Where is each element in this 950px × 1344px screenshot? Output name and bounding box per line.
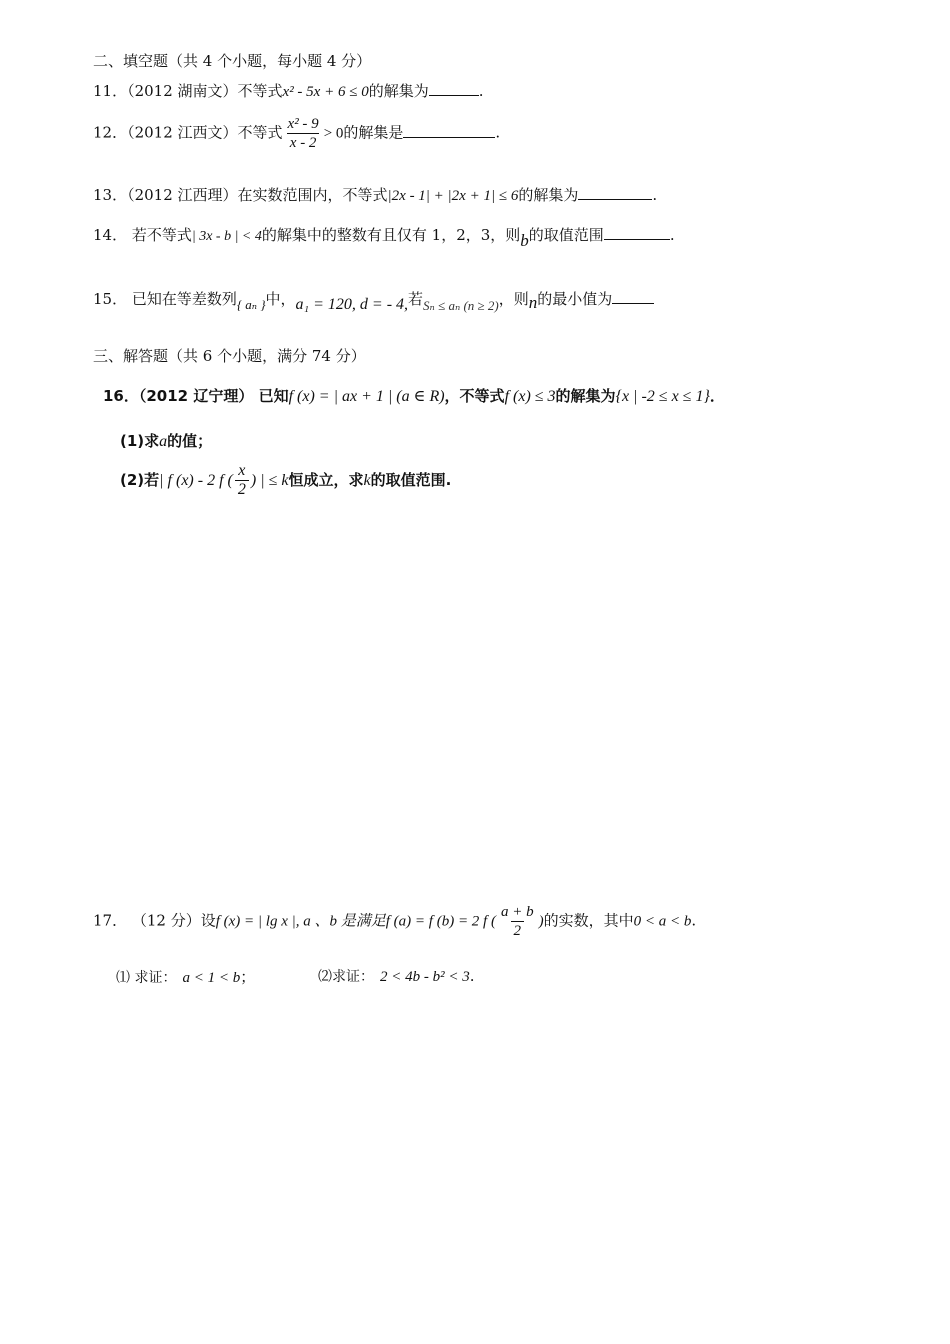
- q16-p1-var: a: [159, 433, 168, 450]
- q13-math: |2x - 1| + |2x + 1| ≤ 6: [387, 188, 519, 204]
- question-16: [103, 385, 725, 406]
- section-3-heading: 三、解答题（共 6 个小题，满分 74 分）: [93, 347, 366, 365]
- q11-prefix: 11．（2012 湖南文）不等式: [93, 82, 283, 100]
- question-12: [93, 115, 500, 152]
- question-17: [93, 903, 696, 940]
- question-11: [93, 80, 484, 101]
- q17-equation: f (a) = f (b) = 2 f (: [385, 913, 496, 930]
- q16-middle: ，不等式: [444, 387, 505, 405]
- q15-then: ，则: [498, 290, 529, 308]
- q17-p2-label: ⑵求证：: [318, 969, 374, 985]
- q17-function: f (x) = | lg x |: [215, 913, 296, 930]
- q16-function: f (x) = | ax + 1 | (a ∈ R): [288, 388, 445, 405]
- q15-middle: 中，: [265, 290, 296, 308]
- q16-inequality: f (x) ≤ 3: [504, 388, 556, 405]
- q15-ruo: 若: [408, 290, 424, 308]
- q16-prefix: 16．（2012 辽宁理） 已知: [103, 387, 289, 405]
- q15-sequence: { aₙ }: [236, 297, 266, 312]
- q17-p1-end: ；: [240, 968, 256, 986]
- q12-numerator: x² - 9: [287, 116, 319, 132]
- q16-end: ．: [709, 387, 725, 405]
- q15-suffix: 的最小值为: [537, 290, 613, 308]
- q13-end: .: [652, 186, 658, 204]
- q16-part-2: [120, 462, 451, 499]
- q12-fraction: [285, 115, 322, 152]
- q13-answer-blank[interactable]: [578, 185, 652, 200]
- q17-close: ): [538, 913, 544, 930]
- q16-suffix: 的解集为: [555, 387, 616, 405]
- q11-end: .: [478, 82, 484, 100]
- q16-p2-denominator: 2: [235, 480, 249, 499]
- q15-condition: a₁ = 120, d = - 4,: [295, 296, 409, 313]
- q15-condition-2: Sₙ ≤ aₙ (n ≥ 2): [423, 298, 499, 313]
- q16-p2-math-left: | f (x) - 2 f (: [159, 472, 233, 489]
- q14-middle: 的解集中的整数有且仅有 1，2，3，则: [261, 226, 521, 244]
- q12-suffix: 的解集是: [343, 123, 404, 142]
- question-15: [93, 288, 654, 313]
- q17-p2-end: .: [469, 967, 475, 985]
- q17-part-1: [116, 966, 255, 987]
- q12-end: .: [495, 123, 501, 142]
- q17-ab: , a 、b 是满足: [295, 913, 386, 930]
- q16-solution-set: {x | -2 ≤ x ≤ 1}: [615, 388, 710, 405]
- q13-suffix: 的解集为: [518, 186, 579, 204]
- q11-suffix: 的解集为: [368, 82, 429, 100]
- q14-answer-blank[interactable]: [604, 225, 670, 240]
- q16-p2-numerator: x: [238, 462, 246, 479]
- q16-p1-suffix: 的值；: [167, 432, 213, 450]
- q11-math: x² - 5x + 6 ≤ 0: [282, 84, 369, 100]
- q16-p2-suffix: 恒成立，求: [288, 471, 364, 489]
- q15-answer-blank[interactable]: [612, 289, 654, 304]
- q11-answer-blank[interactable]: [429, 81, 479, 96]
- q16-p2-var: k: [363, 472, 371, 489]
- q17-part-2: [318, 966, 475, 986]
- q17-numerator: a + b: [500, 904, 534, 920]
- q17-suffix: 的实数，其中: [543, 911, 634, 930]
- q17-p1-label: ⑴ 求证：: [116, 970, 177, 986]
- q15-var-n: n: [528, 293, 538, 312]
- q12-answer-blank[interactable]: [403, 123, 495, 138]
- q17-denominator: 2: [511, 921, 525, 940]
- q16-p2-prefix: (2)若: [120, 471, 160, 489]
- q17-prefix: 17． （12 分）设: [93, 911, 216, 930]
- q16-p2-math-right: ) | ≤ k: [250, 472, 289, 489]
- q14-prefix: 14． 若不等式: [93, 226, 192, 244]
- q17-condition: 0 < a < b: [633, 913, 692, 930]
- q17-p1-math: a < 1 < b: [182, 970, 241, 986]
- question-13: [93, 184, 657, 205]
- q14-math: | 3x - b | < 4: [191, 229, 262, 244]
- section-2-heading: 二、填空题（共 4 个小题，每小题 4 分）: [93, 52, 372, 70]
- q17-end: .: [691, 911, 697, 930]
- q13-prefix: 13．（2012 江西理）在实数范围内，不等式: [93, 186, 388, 204]
- q16-p2-fraction: [235, 462, 249, 499]
- q14-var-b: b: [520, 231, 529, 250]
- q12-relation: > 0: [323, 125, 344, 142]
- q17-fraction: [498, 903, 537, 940]
- q16-part-1: [120, 430, 212, 451]
- q12-prefix: 12．（2012 江西文）不等式: [93, 123, 283, 142]
- q16-p2-end: 的取值范围.: [370, 471, 452, 489]
- q14-suffix: 的取值范围: [528, 226, 604, 244]
- q15-prefix: 15． 已知在等差数列: [93, 290, 237, 308]
- q17-p2-math: 2 < 4b - b² < 3: [380, 969, 470, 985]
- q16-p1-prefix: (1)求: [120, 432, 160, 450]
- q12-denominator: x - 2: [287, 133, 320, 152]
- q14-end: .: [669, 226, 675, 244]
- question-14: [93, 224, 675, 250]
